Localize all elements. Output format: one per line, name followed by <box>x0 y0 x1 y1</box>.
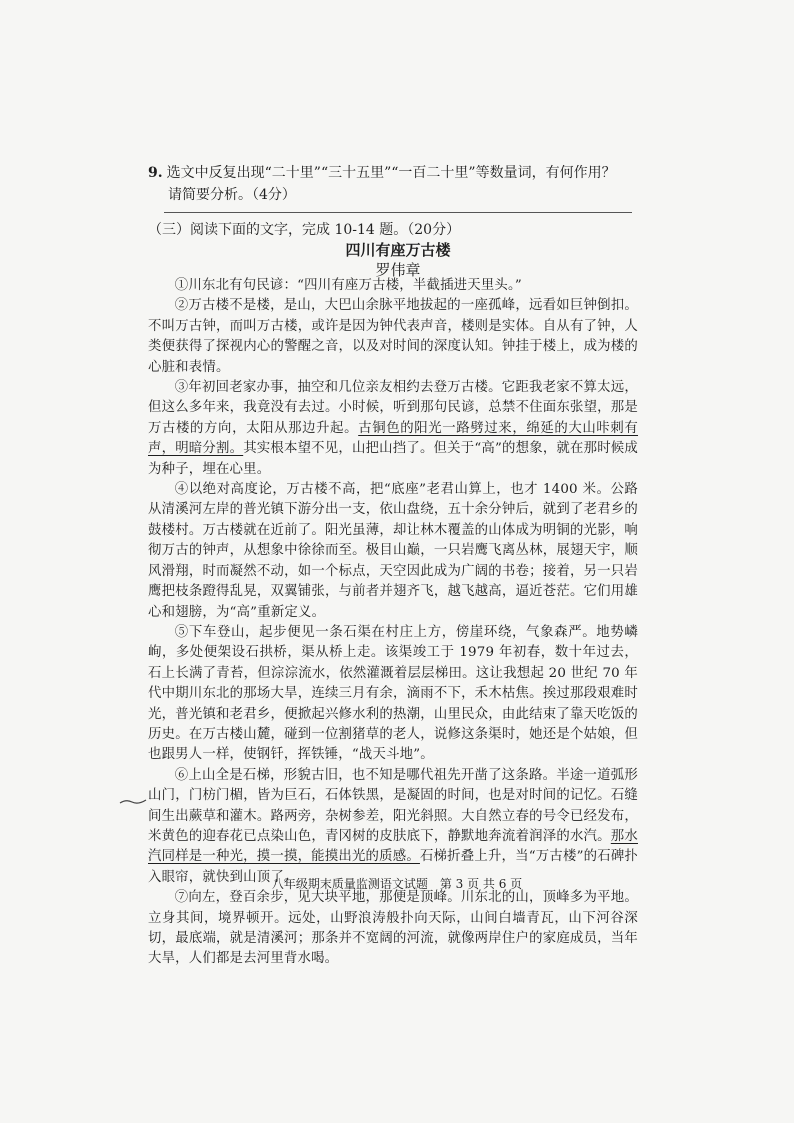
paragraph-6-text-b: 石梯折叠上升，当“万古楼”的石碑扑入眼帘，就快到山顶了。 <box>148 849 639 885</box>
section-heading: （三）阅读下面的文字，完成 10-14 题。（20分） <box>148 222 461 238</box>
pen-mark <box>118 794 148 808</box>
question-text-line2: 请简要分析。（4分） <box>168 187 296 203</box>
question-text-line1: 选文中反复出现“二十里”“三十五里”“一百二十里”等数量词，有何作用？ <box>166 165 616 181</box>
paragraph-4: ④以绝对高度论，万古楼不高，把“底座”老君山算上，也才 1400 米。公路从清溪河左岸的普光镇下游分出一支，依山盘绕，五十余分钟后，就到了老君乡的鼓楼村。万古楼就在近前了。阳光虽薄，却让林木覆盖的山体成为明铜的光影，响彻万古的钟声，从想象中徐徐而至。极目山巅，一只岩鹰飞离丛林，展翅天宇，顺风滑翔，时而凝然不动，如一个标点，天空因此成为广阔的书卷；接着，另一只岩鹰把枝条蹬得乱晃，双翼铺张，与前者并翅齐飞，越飞越高，逼近苍茫。它们用雄心和翅膀，为“高”重新定义。 <box>148 482 638 620</box>
paragraph-5: ⑤下车登山，起步便见一条石渠在村庄上方，傍崖环绕，气象森严。地势嶙峋，多处便架设石拱桥，渠从桥上走。该渠竣工于 1979 年初春，数十年过去，石上长满了青苔，但淙淙流水，依然灌溉着层层梯田。这让我想起 20 世纪 70 年代中期川东北的那场大旱，连续三月有余，滴雨不下，禾木枯焦。挨过那段艰难时光，普光镇和老君乡，便掀起兴修水利的热潮，山里民众，由此结束了靠天吃饭的历史。在万古楼山麓，碰到一位割猪草的老人，说修这条渠时，她还是个姑娘，但也跟男人一样，使钢钎，挥铁锤，“战天斗地”。 <box>148 624 638 763</box>
paragraph-3 <box>148 378 638 480</box>
paragraph-3-text-b: 其实根本望不见，山把山挡了。但关于“高”的想象，就在那时候成为种子，埋在心里。 <box>148 441 638 477</box>
underlined-sentence-2: 那水汽同样是一种光，摸一摸，能摸出光的质感。 <box>148 828 638 865</box>
underlined-sentence-1: 古铜色的阳光一路劈过来，绵延的大山咔刺有声，明暗分割。 <box>148 420 639 457</box>
question-9 <box>148 162 648 206</box>
paragraph-3-text-a: ③年初回老家办事，抽空和几位亲友相约去登万古楼。它距我老家不算太远，但这么多年来，我竟没有去过。小时候，听到那句民谚，总禁不住面东张望，那是万古楼的方向，太阳从那边升起。 <box>148 380 638 436</box>
article-body <box>148 276 638 970</box>
paragraph-2: ②万古楼不是楼，是山，大巴山余脉平地拔起的一座孤峰，远看如巨钟倒扣。不叫万古钟，而叫万古楼，或许是因为钟代表声音，楼则是实体。自从有了钟，人类便获得了探视内心的警醒之音，以及对时间的深度认知。钟挂于楼上，成为楼的心脏和表情。 <box>148 298 638 375</box>
page-footer: 八年级期末质量监测语文试题 第 3 页 共 6 页 <box>271 877 523 891</box>
answer-line <box>164 212 632 213</box>
article-title: 四川有座万古楼 <box>345 241 451 259</box>
article-author: 罗伟章 <box>375 261 421 279</box>
paragraph-1: ①川东北有句民谚：“四川有座万古楼，半截插进天里头。” <box>174 278 522 293</box>
question-number: 9. <box>148 165 163 181</box>
paragraph-7: ⑦向左，登百余步，见大块平地，那便是顶峰。川东北的山，顶峰多为平地。立身其间，境界顿开。远处，山野浪涛般扑向天际，山间白墙青瓦，山下河谷深切，最底端，就是清溪河；那条并不宽阔的河流，就像两岸住户的家庭成员，当年大旱，人们都是去河里背水喝。 <box>148 890 638 967</box>
paragraph-6-text-a: ⑥上山全是石梯，形貌古旧，也不知是哪代祖先开凿了这条路。半途一道弧形山门，门枋门楣，皆为巨石，石体铁黑，是凝固的时间，也是对时间的记忆。石缝间生出蕨草和灌木。路两旁，杂树参差，阳光斜照。大自然立春的号令已经发布，米黄色的迎春花已点染山色，青冈树的皮肤底下，静默地奔流着润泽的水汽。 <box>148 767 638 844</box>
paragraph-6 <box>148 766 638 888</box>
